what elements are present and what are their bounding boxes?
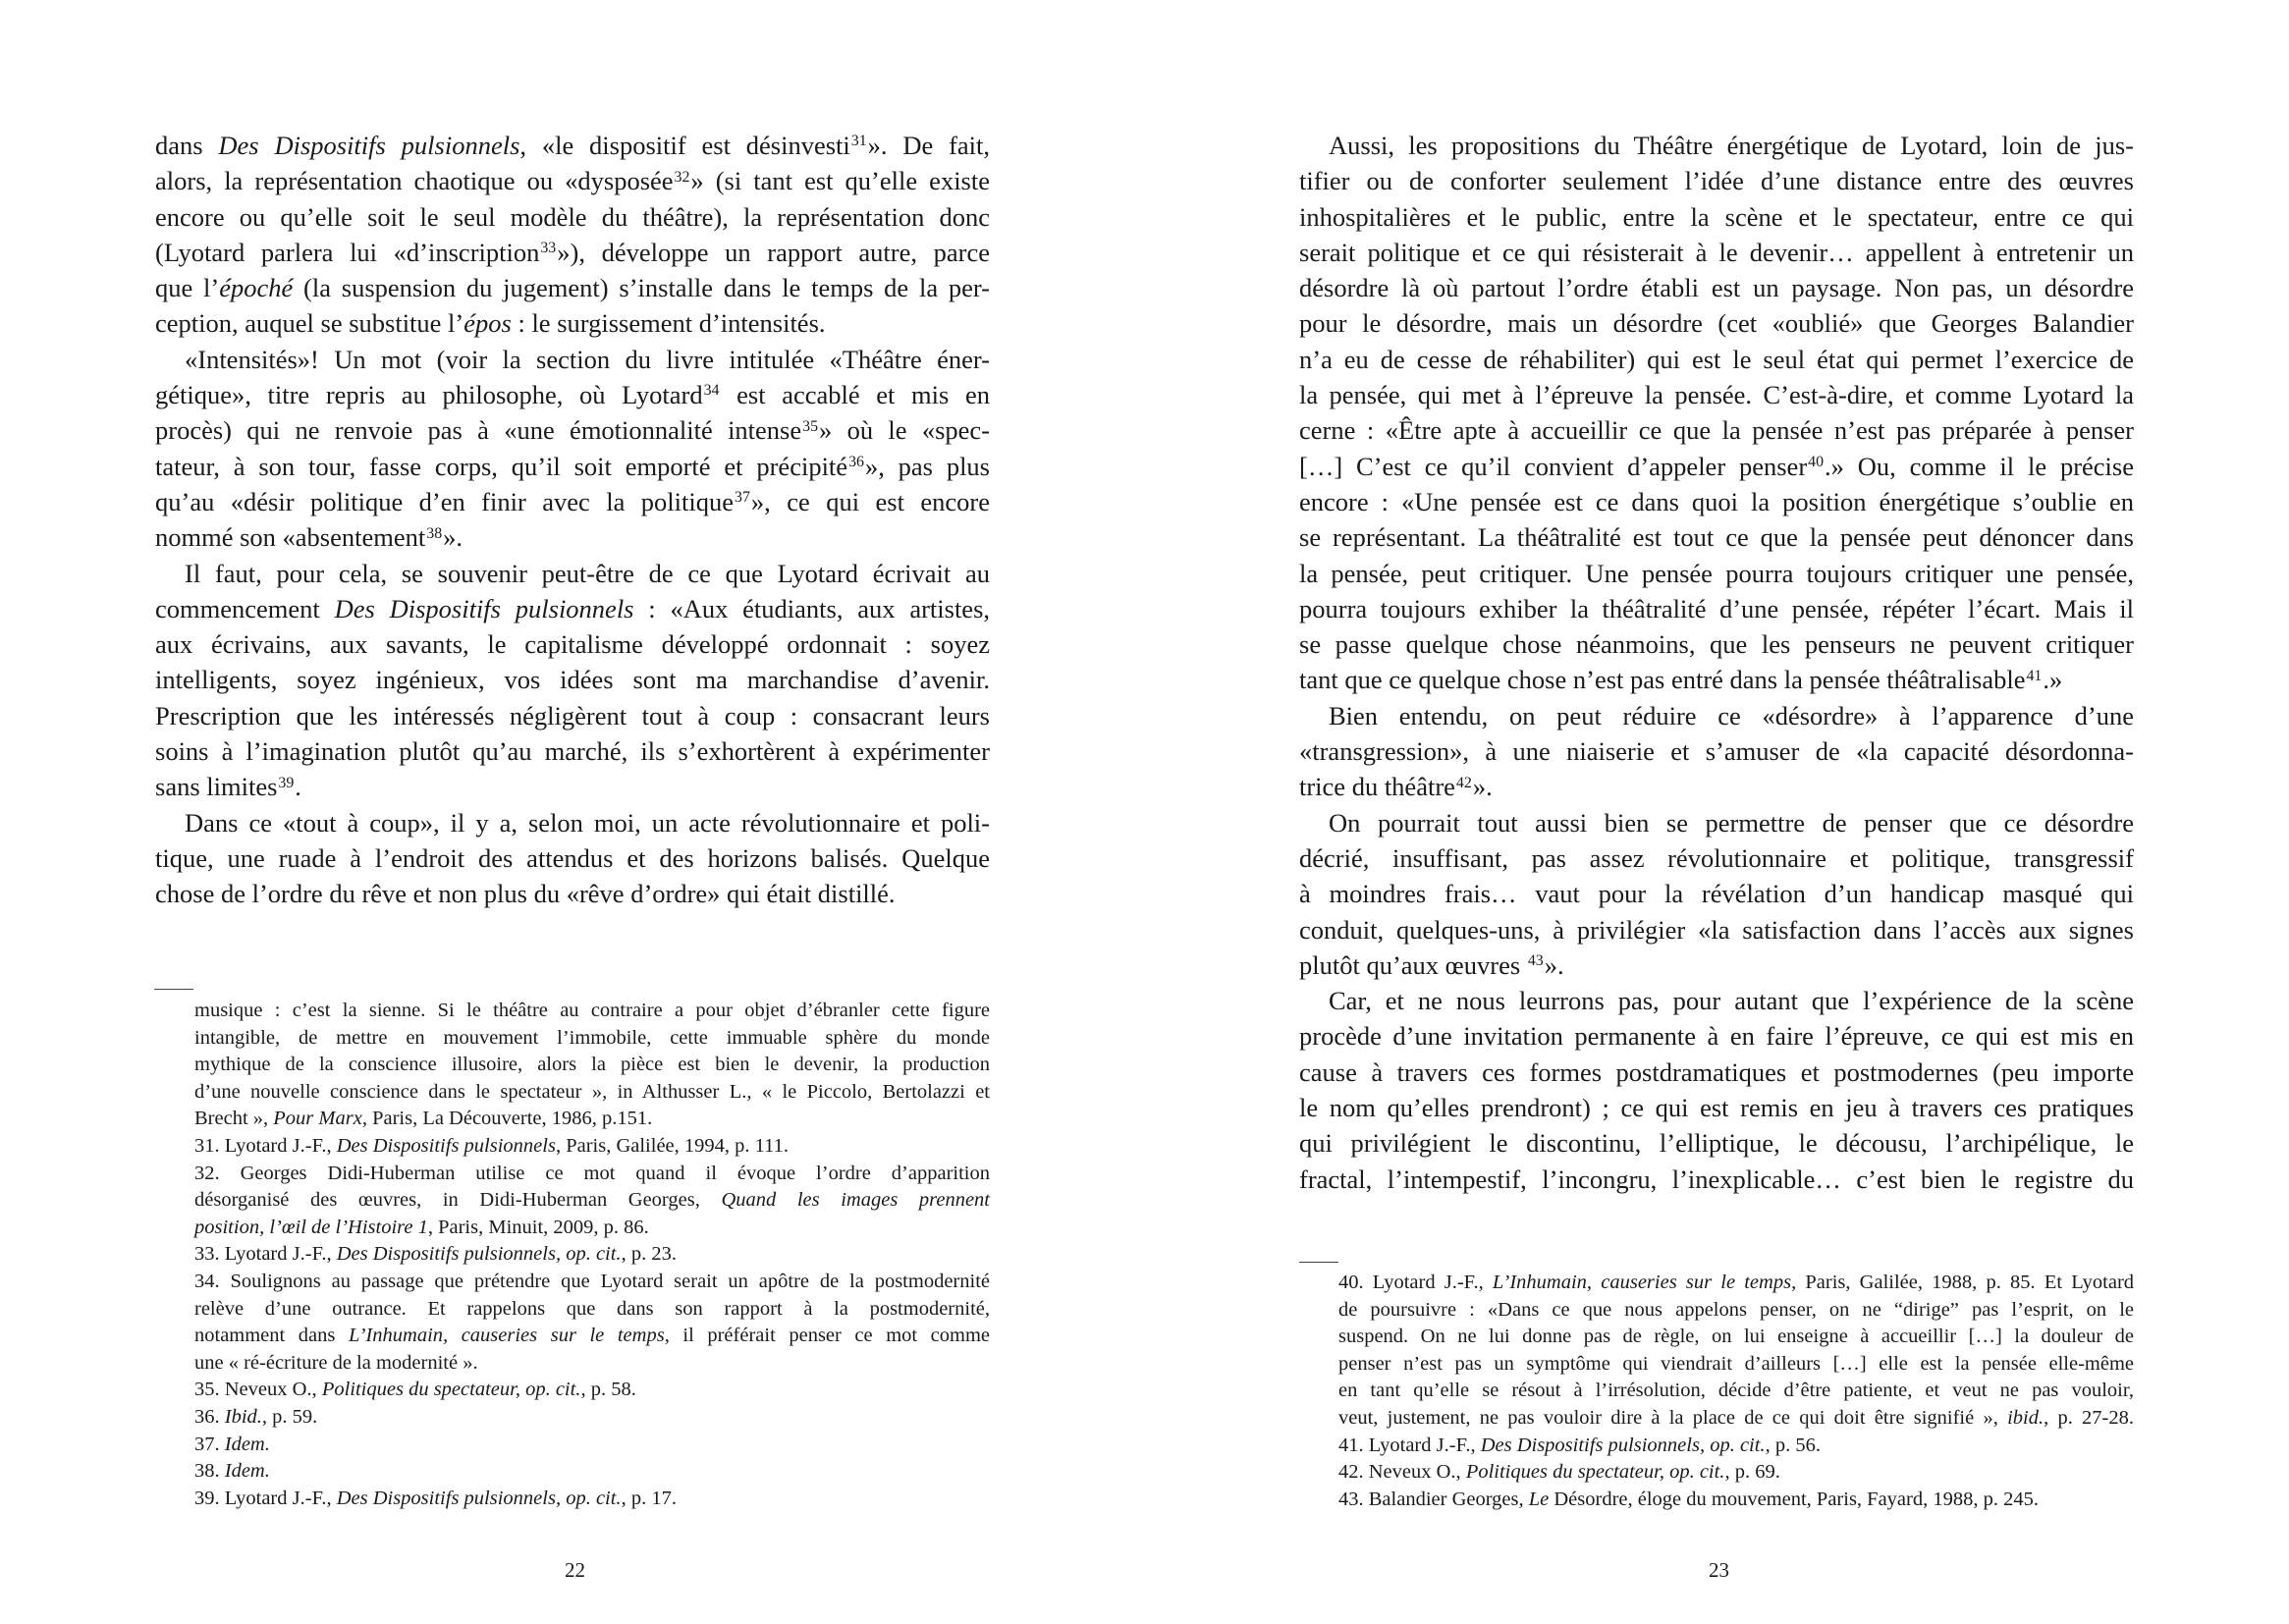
italic-text: Des Dispositifs pulsionnels [218,131,520,160]
footnote-ref: 33 [540,240,557,257]
text-run: On pourrait tout aussi bien se permettre de penser que ce désordre [1329,807,2134,838]
text-line [1299,591,2134,626]
page-number-right: 23 [1709,1558,1729,1582]
text-run: penser n’est pas un symptôme qui viendrait d’ailleurs […] elle est la pensée elle-même [1338,1352,2134,1375]
footnote-ref: 38 [426,524,443,542]
text-run: se passe quelque chose néanmoins, que les penseurs ne peuvent critiquer [1299,629,2134,660]
text-line [1299,199,2134,235]
text-run: , p. 23. [621,1243,677,1266]
text-run: ception, auquel se substitue l’ [155,308,464,339]
italic-text: L’Inhumain, causeries sur le temps [348,1325,665,1347]
text-run: 39. Lyotard J.-F., [194,1487,337,1509]
text-line [1338,1324,2134,1351]
text-run: » où le «spec- [819,415,990,446]
text-line [155,733,990,769]
text-line [155,556,990,591]
text-run: […] C’est ce qu’il convient d’appeler penser [1299,451,1808,481]
text-run: en tant qu’elle se résout à l’irrésolution, décide d’être patiente, et veut ne pas vouloir, [1338,1380,2134,1402]
text-run: de poursuivre : «Dans ce que nous appelons penser, on ne “dirige” pas l’esprit, on le [1338,1298,2134,1321]
italic-text: Quand les images prennent [721,1189,991,1212]
text-line [1299,163,2134,198]
text-run: Car, et ne nous leurrons pas, pour autant que l’expérience de la scène [1329,986,2134,1016]
text-run: Aussi, les propositions du Théâtre énergétique de Lyotard, loin de jus- [1329,131,2134,160]
text-line [155,484,990,519]
italic-text: Ibid. [224,1405,262,1428]
text-run: inhospitalières et le public, entre la scène et le spectateur, entre ce qui [1299,201,2134,232]
text-run: », ce qui est encore [750,486,990,516]
italic-text: Idem. [224,1460,270,1483]
text-line [194,1187,990,1215]
text-line [194,1052,990,1079]
text-line [1299,698,2134,733]
text-line [1338,1351,2134,1379]
text-run: commencement [155,593,335,623]
text-run: sans limites [155,772,278,802]
text-line [1299,305,2134,341]
text-line [155,305,990,341]
text-line [1299,912,2134,947]
text-run: plutôt qu’aux œuvres [1299,949,1527,980]
text-line [194,1025,990,1053]
text-line [1299,556,2134,591]
text-line [1338,1270,2134,1297]
text-run: ». [1472,772,1493,802]
text-line [194,1161,990,1188]
text-line [194,1079,990,1107]
text-run: tique, une ruade à l’endroit des attendus et des horizons balisés. Quelque [155,842,990,873]
text-line [194,1133,990,1161]
text-line [155,698,990,733]
text-line [1338,1297,2134,1325]
text-run: qu’au «désir politique d’en finir avec la politique [155,486,735,516]
text-line [1299,270,2134,305]
italic-text: ibid. [2007,1406,2044,1429]
text-line [194,1215,990,1242]
text-line [155,377,990,412]
text-run: n’a eu de cesse de réhabiliter) qui est le seul état qui permet l’exercice de [1299,344,2134,374]
text-line [1299,235,2134,270]
text-line [194,1269,990,1296]
text-run: , p. 58. [580,1379,636,1401]
text-run: nommé son «absentement [155,522,426,553]
text-run: 34. Soulignons au passage que prétendre que Lyotard serait un apôtre de la postmodernité [194,1270,990,1292]
text-run: désordre là où partout l’ordre établi est un paysage. Non pas, un désordre [1299,273,2134,303]
text-run: , Paris, Minuit, 2009, p. 86. [427,1216,649,1238]
text-run: , «le dispositif est désinvesti [519,131,850,160]
italic-text: Des Dispositifs pulsionnels [336,1134,556,1157]
text-line [1299,876,2134,911]
text-run: «Intensités»! Un mot (voir la section du livre intitulée «Théâtre éner- [185,344,990,374]
text-run: procède d’une invitation permanente à en faire l’épreuve, ce qui est mis en [1299,1021,2134,1052]
italic-text: L’Inhumain, causeries sur le temps [1492,1272,1792,1293]
italic-text: Des Dispositifs pulsionnels [334,593,634,623]
text-line [155,163,990,198]
text-line [1299,128,2134,163]
text-line [194,1377,990,1404]
italic-text: Idem. [224,1433,270,1455]
text-line [194,1432,990,1459]
text-run: , il préférait penser ce mot comme [664,1325,990,1347]
text-run: Désordre, éloge du mouvement, Paris, Fayard, 1988, p. 245. [1549,1488,2039,1510]
text-line [1338,1433,2134,1460]
text-run: dans [155,131,219,160]
text-run: tant que ce quelque chose n’est pas entré dans la pensée théâtralisable [1299,665,2026,695]
footnote-ref: 31 [850,133,867,150]
text-line [1299,1018,2134,1054]
text-line [155,626,990,662]
text-line [194,998,990,1025]
text-run: conduit, quelques-uns, à privilégier «la satisfaction dans l’accès aux signes [1299,914,2134,945]
footnote-ref: 41 [2026,667,2043,684]
text-run: alors, la représentation chaotique ou «dysposée [155,166,674,196]
text-line [155,235,990,270]
text-run: ». [443,522,463,553]
text-run: ». [1544,949,1564,980]
text-run: 38. [194,1460,225,1483]
text-line [155,270,990,305]
text-run: gétique», titre repris au philosophe, où Lyotard [155,380,703,410]
text-run: .» Ou, comme il le précise [1825,451,2134,481]
text-run: aux écrivains, aux savants, le capitalisme développé ordonnait : soyez [155,629,990,660]
text-run: «transgression», à une niaiserie et s’amuser de «la capacité désordonna- [1299,736,2134,767]
footnote-ref: 37 [735,489,750,507]
footnote-ref: 36 [848,453,864,470]
text-run: est accablé et mis en [720,380,990,410]
italic-text: Le [1528,1488,1550,1510]
text-line [1338,1487,2134,1514]
text-run: se représentant. La théâtralité est tout ce que la pensée peut dénoncer dans [1299,522,2134,553]
text-line [194,1106,990,1133]
text-line [1299,626,2134,662]
text-run: ». De fait, [867,131,991,160]
text-run: , Paris, La Découverte, 1986, p.151. [361,1108,653,1130]
text-run: que l’ [155,273,220,303]
footnote-ref: 32 [674,168,690,186]
text-run: 37. [194,1433,225,1455]
footnote-separator [1299,1262,1338,1263]
text-run: musique : c’est la sienne. Si le théâtre au contraire a pour objet d’ébranler cette figure [194,1000,990,1021]
text-run: . [295,772,301,802]
text-run: la pensée, peut critiquer. Une pensée pourra toujours critiquer une pensée, [1299,558,2134,588]
text-run: 43. Balandier Georges, [1338,1488,1529,1510]
text-run: » (si tant est qu’elle existe [690,166,990,196]
italic-text: Pour Marx [273,1108,362,1130]
text-run: qui privilégient le discontinu, l’elliptique, le décousu, l’archipélique, le [1299,1128,2134,1159]
italic-text: Politiques du spectateur, op. cit. [1465,1461,1725,1484]
text-run: cerne : «Être apte à accueillir ce que la pensée n’est pas préparée à penser [1299,415,2134,446]
text-line [1299,805,2134,840]
text-line [1338,1459,2134,1487]
text-line [155,449,990,484]
text-line [1299,769,2134,804]
text-run: Brecht », [194,1108,274,1130]
footnote-ref: 43 [1527,952,1544,970]
text-run: cause à travers ces formes postdramatiques et postmodernes (peu importe [1299,1056,2134,1087]
text-run: , p. 69. [1724,1461,1780,1484]
text-run: intangible, de mettre en mouvement l’immobile, cette immuable sphère du monde [194,1026,990,1049]
text-line [1299,519,2134,555]
text-line [155,805,990,840]
text-run: , p. 27-28. [2044,1406,2135,1429]
text-line [1299,1090,2134,1125]
text-run: désorganisé des œuvres, in Didi-Huberman Georges, [194,1189,722,1212]
text-run: 41. Lyotard J.-F., [1338,1434,1481,1456]
text-line [1299,733,2134,769]
text-run: (la suspension du jugement) s’installe dans le temps de la per- [293,273,990,303]
text-line [155,840,990,876]
text-line [155,662,990,697]
text-line [194,1458,990,1486]
text-run: suspend. On ne lui donne pas de règle, on lui enseigne à accueillir […] la douleur de [1338,1326,2134,1348]
text-run: 35. Neveux O., [194,1379,322,1401]
text-run: mythique de la conscience illusoire, alors la pièce est bien le devenir, la production [194,1054,990,1076]
text-run: intelligents, soyez ingénieux, vos idées sont ma marchandise d’avenir. [155,665,990,695]
text-line [1299,1125,2134,1161]
text-run: la pensée, qui met à l’épreuve la pensée. C’est-à-dire, et comme Lyotard la [1299,380,2134,410]
text-line [155,342,990,377]
text-run: 42. Neveux O., [1338,1461,1466,1484]
text-run: , p. 59. [261,1405,318,1428]
text-run: 32. Georges Didi-Huberman utilise ce mot quand il évoque l’ordre d’apparition [194,1162,990,1184]
text-run: , p. 56. [1765,1434,1821,1456]
text-run: pour le désordre, mais un désordre (cet «oublié» que Georges Balandier [1299,308,2134,339]
text-run: tateur, à son tour, fasse corps, qu’il soit emporté et précipité [155,451,848,481]
italic-text: Des Dispositifs pulsionnels, op. cit. [336,1487,622,1509]
text-run: pourra toujours exhiber la théâtralité d’une pensée, répéter l’écart. Mais il [1299,593,2134,623]
text-line [194,1296,990,1324]
text-line [194,1241,990,1269]
text-line [155,591,990,626]
text-run: .» [2043,665,2063,695]
right-page [1145,0,2289,1624]
text-run: encore ou qu’elle soit le seul modèle du théâtre), la représentation donc [155,201,990,232]
page-number-left: 22 [565,1558,585,1582]
text-line [194,1350,990,1378]
text-run: encore : «Une pensée est ce dans quoi la position énergétique s’oublie en [1299,486,2134,516]
text-run: Dans ce «tout à coup», il y a, selon moi, un acte révolutionnaire et poli- [185,807,990,838]
text-run: 31. Lyotard J.-F., [194,1134,337,1157]
text-run: (Lyotard parlera lui «d’inscription [155,237,540,267]
text-line [194,1404,990,1432]
text-run: », pas plus [864,451,990,481]
italic-text: épos [463,308,512,339]
text-line [155,769,990,804]
text-line [1299,983,2134,1018]
footnote-ref: 42 [1455,774,1472,791]
text-run: trice du théâtre [1299,772,1455,802]
footnote-ref: 39 [278,774,295,791]
text-line [1299,662,2134,697]
footnote-separator [154,989,193,990]
text-line [1299,840,2134,876]
footnote-ref: 35 [802,417,819,435]
text-run: Il faut, pour cela, se souvenir peut-être de ce que Lyotard écrivait au [185,558,990,588]
text-run: 40. Lyotard J.-F., [1338,1272,1493,1293]
text-run: veut, justement, ne pas vouloir dire à la place de ce qui doit être signifié », [1338,1406,2008,1429]
text-line [1299,1055,2134,1090]
text-line [155,128,990,163]
italic-text: Des Dispositifs pulsionnels, op. cit. [336,1243,622,1266]
text-line [1299,412,2134,448]
text-line [1299,449,2134,484]
text-line [1299,947,2134,983]
text-run: »), développe un rapport autre, parce [557,237,990,267]
text-run: une « ré-écriture de la modernité ». [194,1351,478,1374]
text-line [1338,1405,2134,1433]
text-run: notamment dans [194,1325,349,1347]
text-run: , Paris, Galilée, 1988, p. 85. Et Lyotard [1791,1272,2135,1293]
text-line [1299,1162,2134,1197]
text-line [1299,342,2134,377]
text-run: : «Aux étudiants, aux artistes, [633,593,991,623]
text-run: le nom qu’elles prendront) ; ce qui est remis en jeu à travers ces pratiques [1299,1093,2134,1123]
text-run: fractal, l’intempestif, l’incongru, l’inexplicable… c’est bien le registre du [1299,1164,2134,1194]
text-run: Bien entendu, on peut réduire ce «désordre» à l’apparence d’une [1329,700,2134,731]
text-line [155,519,990,555]
text-run: Prescription que les intéressés négligèrent tout à coup : consacrant leurs [155,700,990,731]
italic-text: Politiques du spectateur, op. cit. [321,1379,581,1401]
right-body-text [1299,128,2134,1197]
text-run: , Paris, Galilée, 1994, p. 111. [555,1134,789,1157]
text-run: serait politique et ce qui résisterait à le devenir… appellent à entretenir un [1299,237,2134,267]
footnote-ref: 34 [703,382,720,400]
italic-text: Des Dispositifs pulsionnels, op. cit. [1480,1434,1766,1456]
text-run: tifier ou de conforter seulement l’idée d’une distance entre des œuvres [1299,166,2134,196]
text-run: à moindres frais… vaut pour la révélation d’un handicap masqué qui [1299,879,2134,909]
text-line [1299,484,2134,519]
text-line [1299,377,2134,412]
text-line [155,412,990,448]
text-run: , p. 17. [621,1487,677,1509]
text-run: 36. [194,1405,225,1428]
text-run: d’une nouvelle conscience dans le spectateur », in Althusser L., « le Piccolo, Bertolazzi et [194,1080,990,1103]
text-line [194,1486,990,1513]
text-line [155,876,990,911]
text-line [194,1323,990,1350]
left-footnotes [194,998,990,1512]
left-page [0,0,1144,1624]
text-run: chose de l’ordre du rêve et non plus du «rêve d’ordre» qui était distillé. [155,879,896,909]
right-footnotes [1338,1270,2134,1513]
left-body-text [155,128,990,912]
footnote-ref: 40 [1808,453,1825,470]
italic-text: position, l’œil de l’Histoire 1 [194,1216,428,1238]
text-run: relève d’une outrance. Et rappelons que dans son rapport à la postmodernité, [194,1297,990,1320]
text-run: soins à l’imagination plutôt qu’au marché, ils s’exhortèrent à expérimenter [155,736,990,767]
text-line [155,199,990,235]
text-run: : le surgissement d’intensités. [511,308,826,339]
italic-text: époché [219,273,294,303]
text-run: 33. Lyotard J.-F., [194,1243,337,1266]
text-line [1338,1378,2134,1405]
text-run: décrié, insuffisant, pas assez révolutionnaire et politique, transgressif [1299,842,2134,873]
text-run: procès) qui ne renvoie pas à «une émotionnalité intense [155,415,802,446]
